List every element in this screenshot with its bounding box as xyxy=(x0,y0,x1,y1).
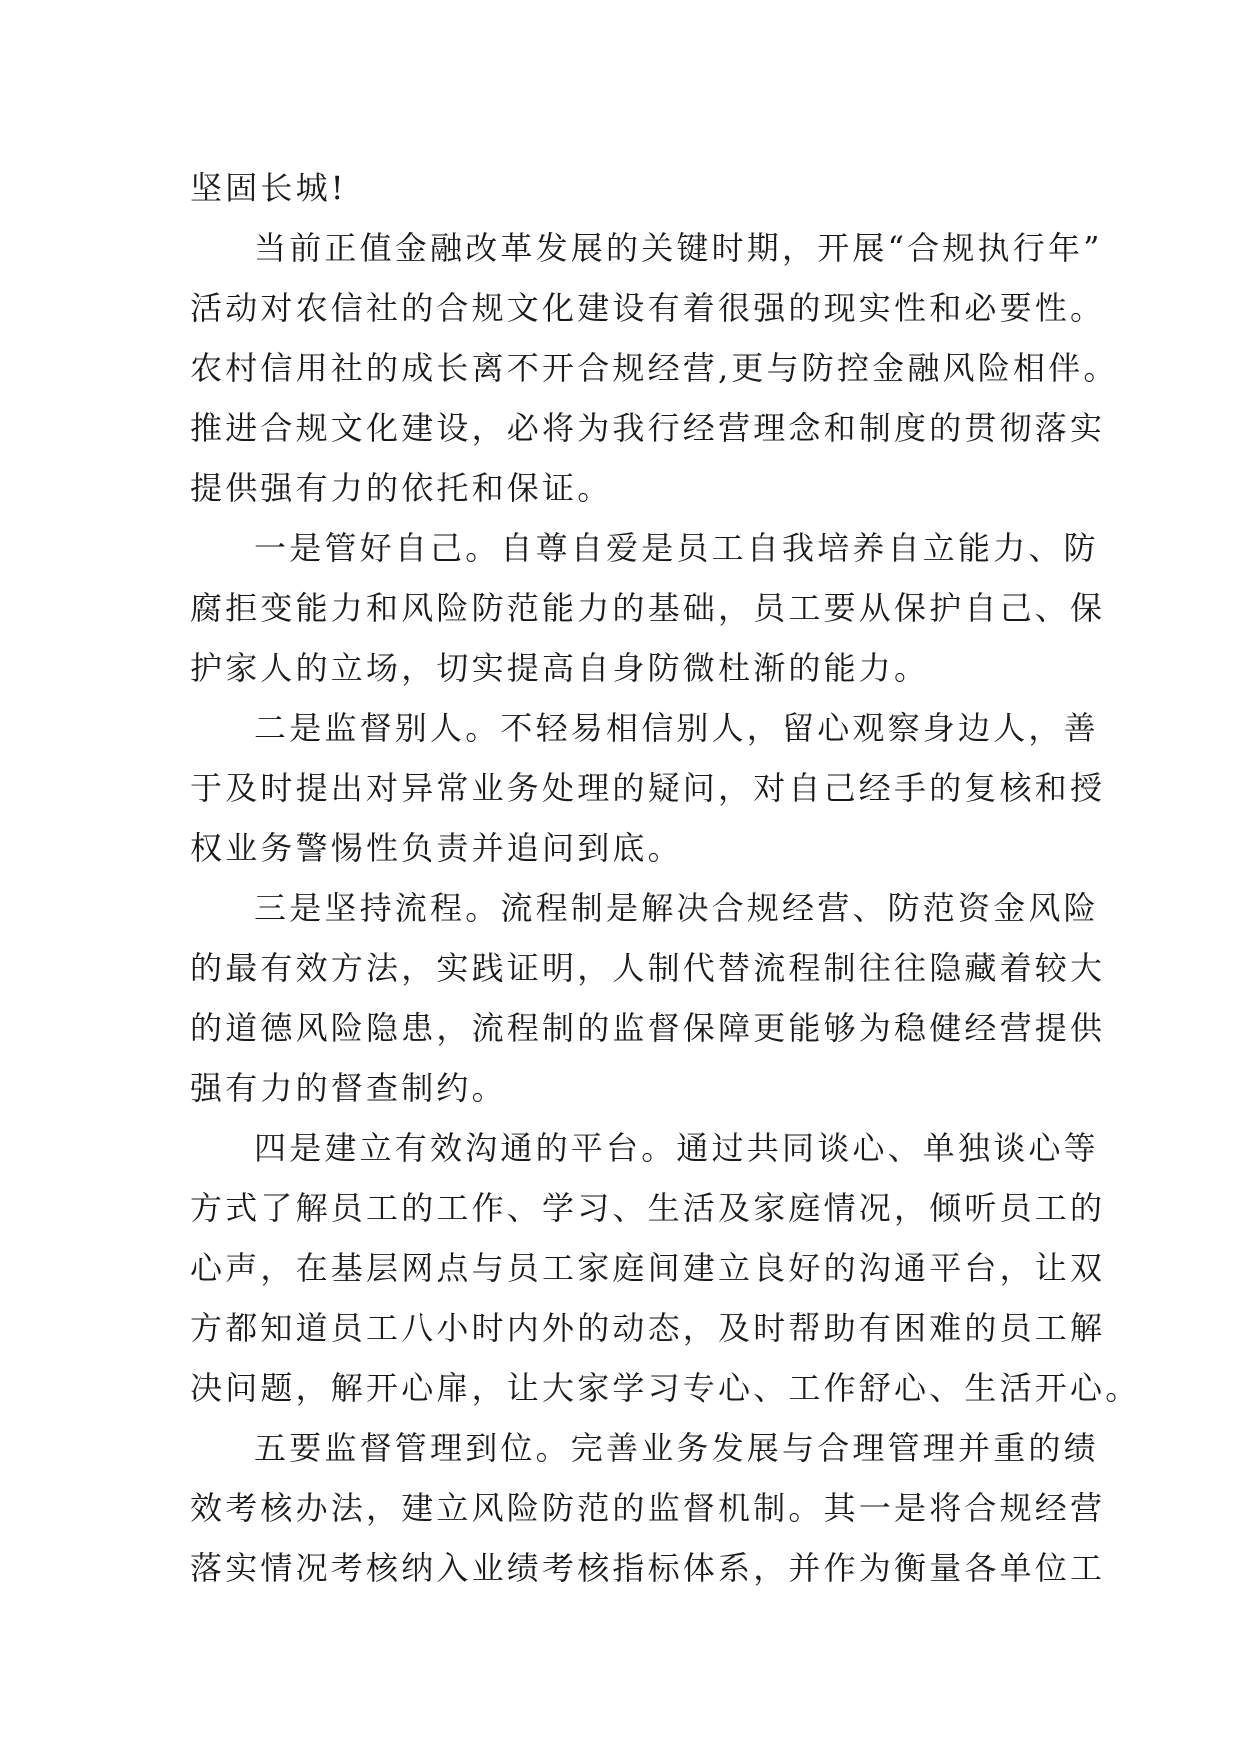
text-line: 方式了解员工的工作、学习、生活及家庭情况，倾听员工的 xyxy=(190,1189,1106,1227)
text-line: 的道德风险隐患，流程制的监督保障更能够为稳健经营提供 xyxy=(190,1009,1106,1047)
text-line: 决问题，解开心扉，让大家学习专心、工作舒心、生活开心。 xyxy=(190,1369,1141,1407)
text-line: 当前正值金融改革发展的关键时期，开展“合规执行年” xyxy=(254,229,1103,267)
text-line: 农村信用社的成长离不开合规经营,更与防控金融风险相伴。 xyxy=(190,349,1119,387)
text-line: 一是管好自己。自尊自爱是员工自我培养自立能力、防 xyxy=(254,529,1099,567)
text-line: 方都知道员工八小时内外的动态，及时帮助有困难的员工解 xyxy=(190,1309,1106,1347)
text-line: 强有力的督查制约。 xyxy=(190,1069,507,1107)
text-line: 三是坚持流程。流程制是解决合规经营、防范资金风险 xyxy=(254,889,1099,927)
text-line: 权业务警惕性负责并追问到底。 xyxy=(190,829,683,867)
text-line: 提供强有力的依托和保证。 xyxy=(190,469,613,507)
text-line: 落实情况考核纳入业绩考核指标体系，并作为衡量各单位工 xyxy=(190,1549,1106,1587)
text-line: 护家人的立场，切实提高自身防微杜渐的能力。 xyxy=(190,649,930,687)
text-line: 五要监督管理到位。完善业务发展与合理管理并重的绩 xyxy=(254,1429,1099,1467)
text-line: 于及时提出对异常业务处理的疑问，对自己经手的复核和授 xyxy=(190,769,1106,807)
text-line: 效考核办法，建立风险防范的监督机制。其一是将合规经营 xyxy=(190,1489,1106,1527)
text-line: 二是监督别人。不轻易相信别人，留心观察身边人，善 xyxy=(254,709,1099,747)
text-line: 坚固长城! xyxy=(190,169,347,207)
text-line: 心声，在基层网点与员工家庭间建立良好的沟通平台，让双 xyxy=(190,1249,1106,1287)
body-text xyxy=(190,158,1141,1598)
text-line: 推进合规文化建设，必将为我行经营理念和制度的贯彻落实 xyxy=(190,409,1106,447)
text-line: 四是建立有效沟通的平台。通过共同谈心、单独谈心等 xyxy=(254,1129,1099,1167)
text-line: 腐拒变能力和风险防范能力的基础，员工要从保护自己、保 xyxy=(190,589,1106,627)
text-line: 活动对农信社的合规文化建设有着很强的现实性和必要性。 xyxy=(190,289,1106,327)
text-line: 的最有效方法，实践证明，人制代替流程制往往隐藏着较大 xyxy=(190,949,1106,987)
